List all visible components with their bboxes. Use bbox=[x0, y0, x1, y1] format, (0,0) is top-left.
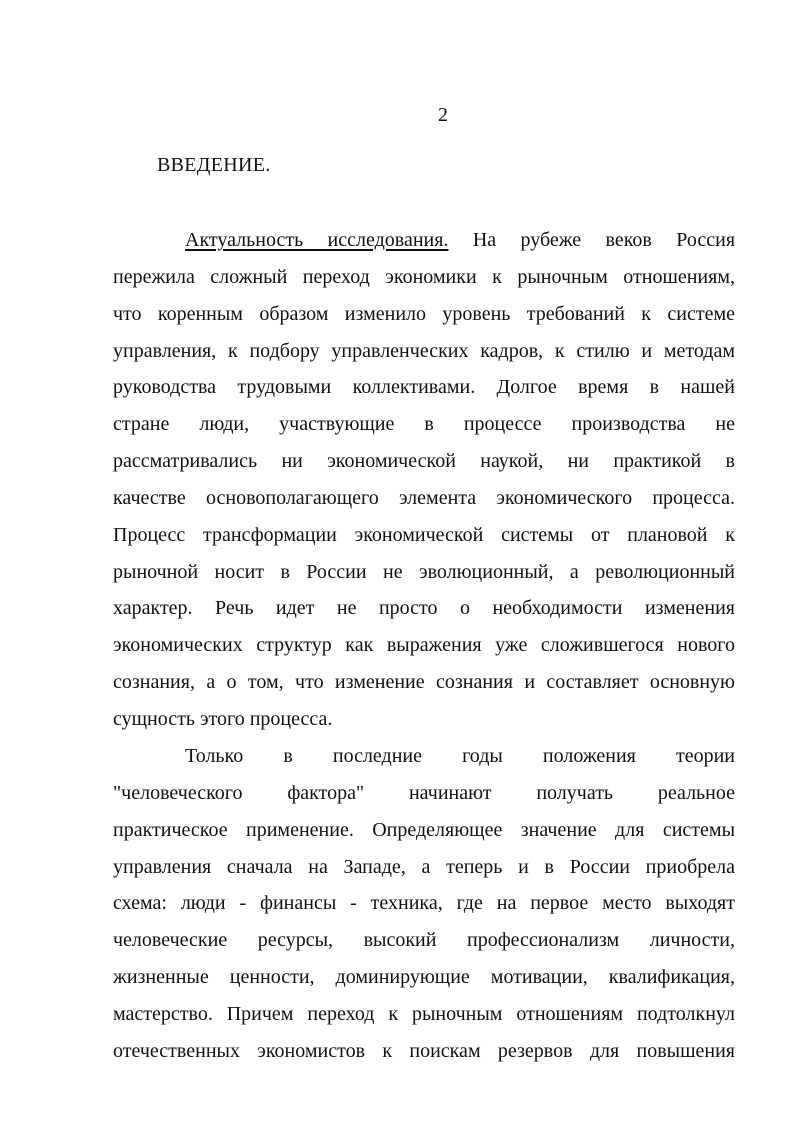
paragraph-line: управления, к подбору управленческих кадров, к стилю и методам bbox=[113, 339, 735, 362]
paragraph-line: практическое применение. Определяющее значение для системы bbox=[113, 818, 735, 841]
paragraph-line: Процесс трансформации экономической системы от плановой к bbox=[113, 523, 735, 546]
paragraph-line: сознания, а о том, что изменение сознания и составляет основную bbox=[113, 671, 735, 694]
paragraph-line: рыночной носит в России не эволюционный, а революционный bbox=[113, 560, 735, 583]
paragraph-line: пережила сложный переход экономики к рыночным отношениям, bbox=[113, 265, 735, 288]
paragraph-line: экономических структур как выражения уже сложившегося нового bbox=[113, 634, 735, 657]
paragraph-line: что коренным образом изменило уровень требований к системе bbox=[113, 302, 735, 325]
paragraph-line: отечественных экономистов к поискам резервов для повышения bbox=[113, 1039, 735, 1062]
paragraph-line: стране люди, участвующие в процессе производства не bbox=[113, 413, 735, 436]
paragraph-line: схема: люди - финансы - техника, где на первое место выходят bbox=[113, 892, 735, 915]
paragraph-line: мастерство. Причем переход к рыночным отношениям подтолкнул bbox=[113, 1002, 735, 1025]
paragraph-line-text: На рубеже веков Россия bbox=[472, 229, 735, 251]
paragraph-line: рассматривались ни экономической наукой, ни практикой в bbox=[113, 450, 735, 473]
relevance-label: Актуальность исследования. bbox=[185, 229, 449, 251]
paragraph-relevance bbox=[113, 222, 735, 738]
paragraph-line: управления сначала на Западе, а теперь и в России приобрела bbox=[113, 855, 735, 878]
paragraph-line: "человеческого фактора" начинают получать реальное bbox=[113, 781, 735, 804]
section-heading: ВВЕДЕНИЕ. bbox=[157, 154, 271, 176]
paragraph-human-factor bbox=[113, 738, 735, 1070]
paragraph-line: Только в последние годы положения теории bbox=[185, 745, 735, 767]
paragraph-line: руководства трудовыми коллективами. Долгое время в нашей bbox=[113, 376, 735, 399]
paragraph-line: характер. Речь идет не просто о необходимости изменения bbox=[113, 597, 735, 620]
page-number: 2 bbox=[438, 104, 448, 126]
paragraph-line: жизненные ценности, доминирующие мотивации, квалификация, bbox=[113, 966, 735, 989]
paragraph-line: сущность этого процесса. bbox=[113, 707, 333, 730]
paragraph-line: качестве основополагающего элемента экономического процесса. bbox=[113, 486, 735, 509]
paragraph-line: человеческие ресурсы, высокий профессионализм личности, bbox=[113, 929, 735, 952]
paragraph-line bbox=[113, 222, 735, 259]
